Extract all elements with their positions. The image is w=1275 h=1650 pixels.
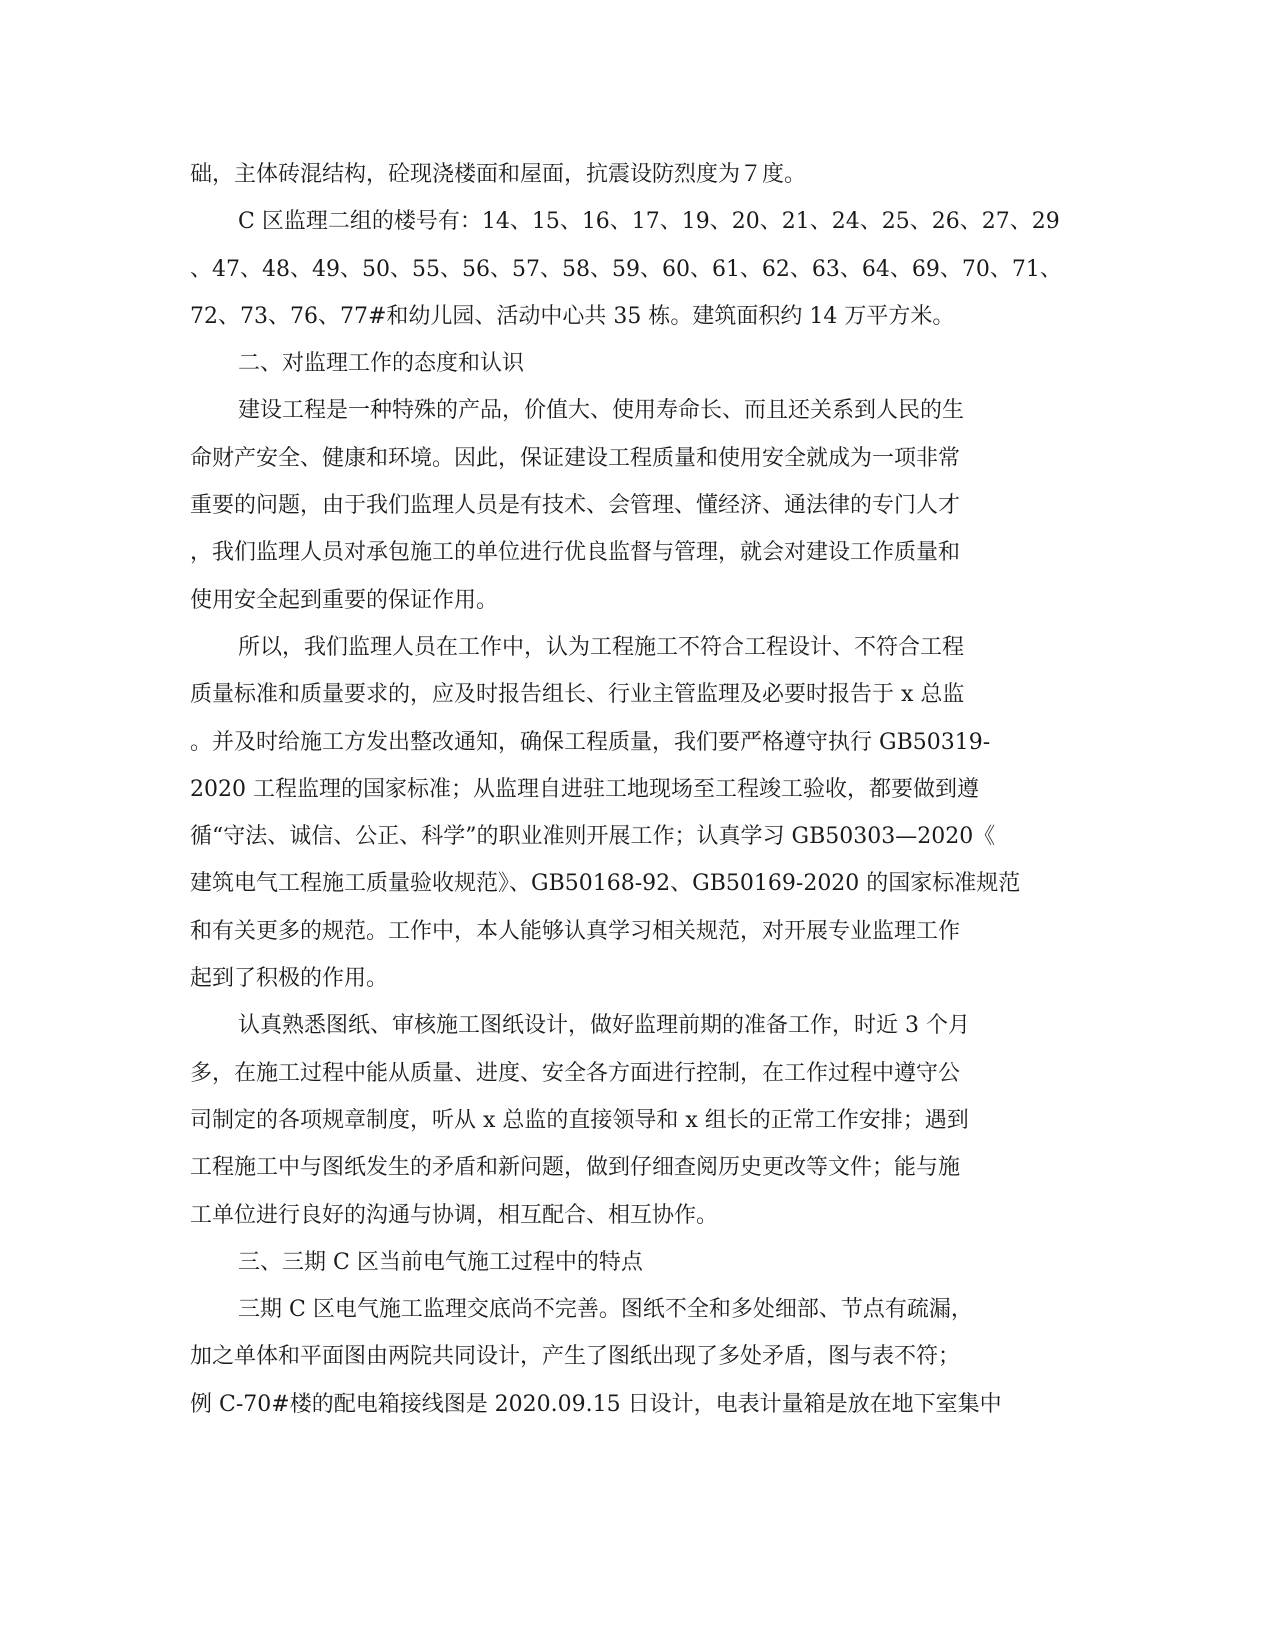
- text-line: 。并及时给施工方发出整改通知，确保工程质量，我们要严格遵守执行 GB50319-: [190, 729, 991, 755]
- heading-line: 三、三期 C 区当前电气施工过程中的特点: [238, 1249, 643, 1275]
- text-line: 础，主体砖混结构，砼现浇楼面和屋面，抗震设防烈度为７度。: [190, 162, 807, 187]
- text-line: 司制定的各项规章制度，听从 x 总监的直接领导和 x 组长的正常工作安排；遇到: [190, 1107, 969, 1133]
- text-line: 多，在施工过程中能从质量、进度、安全各方面进行控制，在工作过程中遵守公: [190, 1060, 961, 1086]
- text-line: 加之单体和平面图由两院共同设计，产生了图纸出现了多处矛盾，图与表不符；: [190, 1344, 961, 1370]
- text-line: 、47、48、49、50、55、56、57、58、59、60、61、62、63、64、69、70、71、: [190, 256, 1062, 282]
- text-line: 所以，我们监理人员在工作中，认为工程施工不符合工程设计、不符合工程: [238, 634, 965, 660]
- text-line: 认真熟悉图纸、审核施工图纸设计，做好监理前期的准备工作，时近 3 个月: [238, 1013, 970, 1039]
- paragraph-building-list: [190, 198, 1080, 340]
- text-line: 建筑电气工程施工质量验收规范》、GB50168-92、GB50169-2020 的国家标准规范: [190, 871, 1021, 897]
- paragraph-drawings-review: [190, 1002, 1080, 1238]
- paragraph-electrical-issues: [190, 1286, 1080, 1428]
- text-line: 2020 工程监理的国家标准；从监理自进驻工地现场至工程竣工验收，都要做到遵: [190, 776, 979, 802]
- text-line: 建设工程是一种特殊的产品，价值大、使用寿命长、而且还关系到人民的生: [238, 398, 965, 424]
- paragraph-standards: [190, 624, 1080, 1002]
- text-line: 工单位进行良好的沟通与协调，相互配合、相互协作。: [190, 1202, 719, 1228]
- text-line: 72、73、76、77#和幼儿园、活动中心共 35 栋。建筑面积约 14 万平方米。: [190, 303, 955, 329]
- text-line: 循“守法、诚信、公正、科学”的职业准则开展工作；认真学习 GB50303—2020《: [190, 824, 996, 850]
- text-line: 起到了积极的作用。: [190, 966, 389, 992]
- text-line: 重要的问题，由于我们监理人员是有技术、会管理、懂经济、通法律的专门人才: [190, 493, 961, 519]
- text-line: 命财产安全、健康和环境。因此，保证建设工程质量和使用安全就成为一项非常: [190, 445, 961, 471]
- text-line: C 区监理二组的楼号有：14、15、16、17、19、20、21、24、25、26、27、29: [238, 209, 1060, 235]
- paragraph-foundation: [190, 151, 1080, 198]
- paragraph-construction-importance: [190, 387, 1080, 623]
- section-heading-characteristics: [190, 1239, 1080, 1286]
- document-body: [190, 151, 1080, 1428]
- text-line: 例 C-70#楼的配电箱接线图是 2020.09.15 日设计，电表计量箱是放在地下室集中: [190, 1391, 1002, 1417]
- heading-line: 二、对监理工作的态度和认识: [238, 351, 525, 377]
- text-line: ，我们监理人员对承包施工的单位进行优良监督与管理，就会对建设工作质量和: [190, 540, 961, 566]
- text-line: 和有关更多的规范。工作中，本人能够认真学习相关规范，对开展专业监理工作: [190, 918, 961, 944]
- text-line: 三期 C 区电气施工监理交底尚不完善。图纸不全和多处细部、节点有疏漏，: [238, 1297, 973, 1323]
- text-line: 工程施工中与图纸发生的矛盾和新问题，做到仔细查阅历史更改等文件；能与施: [190, 1155, 961, 1181]
- text-line: 质量标准和质量要求的，应及时报告组长、行业主管监理及必要时报告于 x 总监: [190, 682, 965, 708]
- text-line: 使用安全起到重要的保证作用。: [190, 587, 499, 613]
- section-heading-attitude: [190, 340, 1080, 387]
